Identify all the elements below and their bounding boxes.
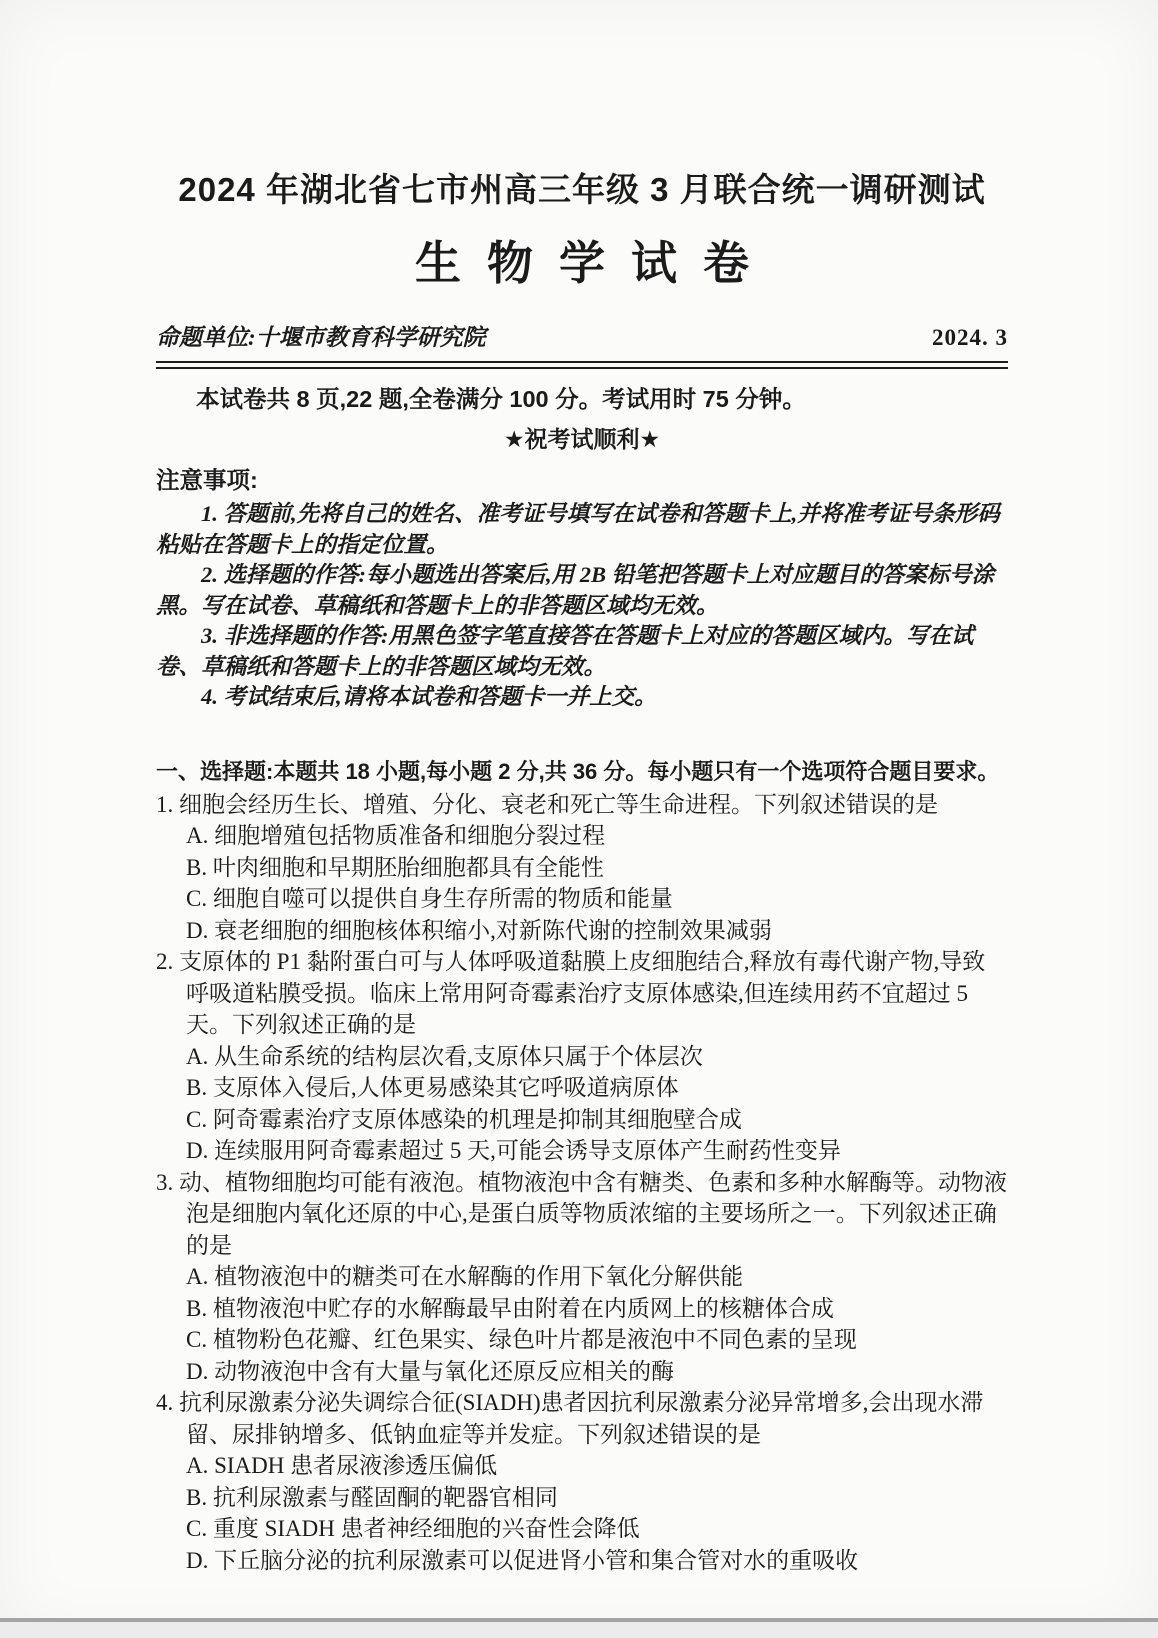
option-a: A. 细胞增殖包括物质准备和细胞分裂过程 (186, 823, 606, 848)
question-1 (156, 789, 1008, 947)
option-a: A. 植物液泡中的糖类可在水解酶的作用下氧化分解供能 (186, 1264, 744, 1289)
section-heading-multiple-choice: 一、选择题:本题共 18 小题,每小题 2 分,共 36 分。每小题只有一个选项符合题目要求。 (156, 758, 1000, 784)
double-rule-divider (156, 361, 1008, 369)
question-3 (156, 1167, 1008, 1388)
option-b: B. 抗利尿激素与醛固酮的靶器官相同 (186, 1484, 558, 1510)
option-d: D. 衰老细胞的细胞核体积缩小,对新陈代谢的控制效果减弱 (186, 917, 772, 943)
question-stem: 2. 支原体的 P1 黏附蛋白可与人体呼吸道黏膜上皮细胞结合,释放有毒代谢产物,导致呼吸道粘膜受损。临床上常用阿奇霉素治疗支原体感染,但连续用药不宜超过 5 天。下列叙述正确的是 (156, 949, 986, 1037)
notice-item: 2. 选择题的作答:每小题选出答案后,用 2B 铅笔把答题卡上对应题目的答案标号涂黑。写在试卷、草稿纸和答题卡上的非答题区域均无效。 (156, 562, 995, 618)
option-c: C. 阿奇霉素治疗支原体感染的机理是抑制其细胞壁合成 (186, 1106, 742, 1132)
option-b: B. 植物液泡中贮存的水解酶最早由附着在内质网上的核糖体合成 (186, 1295, 834, 1321)
exam-date: 2024. 3 (932, 325, 1008, 350)
option-b: B. 叶肉细胞和早期胚胎细胞都具有全能性 (186, 854, 604, 880)
question-stem: 3. 动、植物细胞均可能有液泡。植物液泡中含有糖类、色素和多种水解酶等。动物液泡是细胞内氧化还原的中心,是蛋白质等物质浓缩的主要场所之一。下列叙述正确的是 (156, 1169, 1007, 1258)
option-a: A. 从生命系统的结构层次看,支原体只属于个体层次 (186, 1043, 703, 1069)
issuer-row (156, 319, 1008, 352)
option-b: B. 支原体入侵后,人体更易感染其它呼吸道病原体 (186, 1075, 679, 1100)
notice-item: 4. 考试结束后,请将本试卷和答题卡一并上交。 (201, 684, 657, 709)
notice-title: 注意事项: (156, 467, 258, 493)
option-c: C. 细胞自噬可以提供自身生存所需的物质和能量 (186, 886, 673, 911)
question-4 (156, 1387, 1008, 1576)
option-d: D. 下丘脑分泌的抗利尿激素可以促进肾小管和集合管对水的重吸收 (186, 1547, 859, 1573)
option-d: D. 动物液泡中含有大量与氧化还原反应相关的酶 (186, 1358, 675, 1384)
option-d: D. 连续服用阿奇霉素超过 5 天,可能会诱导支原体产生耐药性变异 (186, 1138, 841, 1163)
question-stem: 1. 细胞会经历生长、增殖、分化、衰老和死亡等生命进程。下列叙述错误的是 (156, 791, 938, 817)
option-a: A. SIADH 患者尿液渗透压偏低 (186, 1453, 498, 1478)
exam-subject-title: 生物学试卷 (415, 237, 775, 289)
option-c: C. 重度 SIADH 患者神经细胞的兴奋性会降低 (186, 1516, 640, 1541)
scan-edge-artifact (0, 1618, 1158, 1638)
question-stem: 4. 抗利尿激素分泌失调综合征(SIADH)患者因抗利尿激素分泌异常增多,会出现水滞留、尿排钠增多、低钠血症等并发症。下列叙述错误的是 (156, 1390, 984, 1447)
issuer-label: 命题单位:十堰市教育科学研究院 (156, 325, 486, 350)
question-2 (156, 946, 1008, 1167)
exam-title: 2024 年湖北省七市州高三年级 3 月联合统一调研测试 (178, 171, 986, 208)
good-luck-banner: ★祝考试顺利★ (503, 426, 661, 452)
notice-item: 3. 非选择题的作答:用黑色签字笔直接答在答题卡上对应的答题区域内。写在试卷、草稿纸和答题卡上的非答题区域均无效。 (156, 623, 974, 679)
option-c: C. 植物粉色花瓣、红色果实、绿色叶片都是液泡中不同色素的呈现 (186, 1327, 857, 1352)
notice-item: 1. 答题前,先将自己的姓名、准考证号填写在试卷和答题卡上,并将准考证号条形码粘贴在答题卡上的指定位置。 (156, 501, 1000, 557)
paper-summary: 本试卷共 8 页,22 题,全卷满分 100 分。考试用时 75 分钟。 (196, 386, 806, 412)
